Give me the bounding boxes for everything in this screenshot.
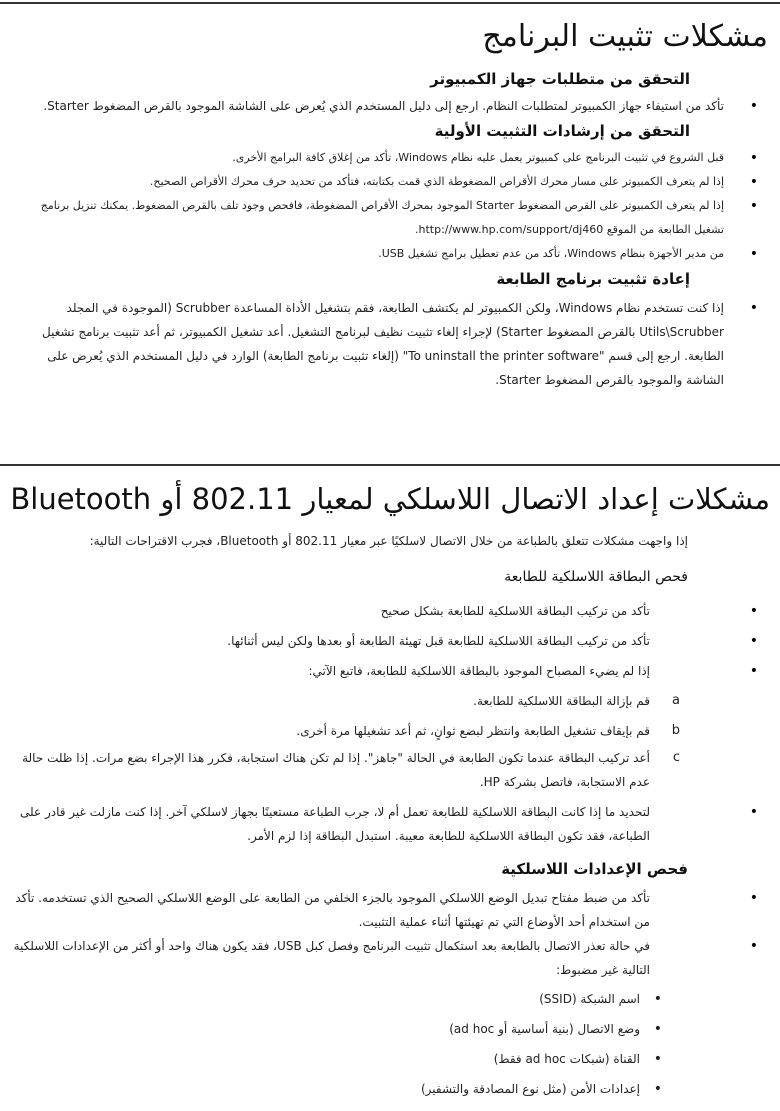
sub-list-item: • القناة (شبكات ad hoc فقط) (0, 1044, 780, 1074)
list-item: • في حالة تعذر الاتصال بالطابعة بعد استكمال تثبيت البرنامج وفصل كبل USB، فقد يكون هناك واحد أو أكثر من الإعدادات اللاسلكية التالية غير مضبوط: (0, 934, 780, 982)
sub-list-item: • وضع الاتصال (بنية أساسية أو ad hoc) (0, 1014, 780, 1044)
step-marker: b (671, 723, 680, 738)
step-text: قم بإيقاف تشغيل الطابعة وانتظر لبضع ثوانٍ، ثم أعد تشغيلها مرة أخرى. (296, 724, 650, 738)
sub-list-item: • اسم الشبكة (SSID) (0, 984, 780, 1014)
list-item: • إذا لم يتعرف الكمبيوتر على القرص المضغوط Starter الموجود بمحرك الأقراص المضغوطة، فافحص وجود تلف بالقرص المضغوط. يمكنك تنزيل برنامج تشغيل الطابعة من الموقع http://www.hp.com/support/dj460. (0, 194, 780, 242)
step-text: أعد تركيب البطاقة عندما تكون الطابعة في الحالة "جاهز". إذا لم تكن هناك استجابة، فكرر هذا الإجراء بضع مرات. إذا ظلت حالة عدم الاستجابة، فاتصل بشركة HP. (22, 751, 650, 789)
wireless-intro-text: إذا واجهت مشكلات تتعلق بالطباعة من خلال الاتصال لاسلكيًا عبر معيار 802.11 أو Bluetooth، فجرب الاقتراحات التالية: (89, 534, 688, 548)
list-item: • لتحديد ما إذا كانت البطاقة اللاسلكية للطابعة تعمل أم لا، جرب الطباعة مستعينًا بجهاز لاسلكي آخر. إذا كنت مازلت غير قادر على الطباعة، فقد تكون البطاقة اللاسلكية للطابعة معيبة. استبدل البطاقة إذا لزم الأمر. (0, 800, 780, 848)
list-wireless-settings-sub (0, 984, 780, 1104)
list-reinstall-software (0, 296, 780, 392)
heading-check-wireless-card: فحص البطاقة اللاسلكية للطابعة (504, 569, 688, 585)
list-install-guidelines (0, 146, 780, 266)
step-item (0, 746, 780, 794)
section-title-installation: مشكلات تثبيت البرنامج (482, 19, 768, 54)
step-marker: a (672, 693, 680, 708)
list-item: • إذا كنت تستخدم نظام Windows، ولكن الكمبيوتر لم يكتشف الطابعة، فقم بتشغيل الأداة المساعدة Scrubber (الموجودة في المجلد Utils\Scrubber بالقرص المضغوط Starter) لإجراء إلغاء تثبيت نظيف لبرنامج التشغيل. أعد تشغيل الكمبيوتر، ثم أعد تثبيت برنامج تشغيل الطابعة. ارجع إلى قسم "To uninstall the printer software" (إلغاء تثبيت برنامج الطابعة) الوارد في دليل المستخدم الذي يُعرض على الشاشة والموجود بالقرص المضغوط Starter. (0, 296, 780, 392)
list-item: • تأكد من تركيب البطاقة اللاسلكية للطابعة بشكل صحيح (0, 596, 780, 626)
list-check-requirements (0, 94, 780, 118)
list-item: • تأكد من استيفاء جهاز الكمبيوتر لمتطلبات النظام. ارجع إلى دليل المستخدم الذي يُعرض على الشاشة الموجود بالقرص المضغوط Starter. (0, 94, 780, 118)
top-rule (0, 2, 780, 4)
list-item: • تأكد من ضبط مفتاح تبديل الوضع اللاسلكي الموجود بالجزء الخلفي من الطابعة على الوضع اللاسلكي الصحيح الذي تستخدمه. تأكد من استخدام أحد الأوضاع التي تم تهيئتها أثناء عملية التثبيت. (0, 886, 780, 934)
list-item: • تأكد من تركيب البطاقة اللاسلكية للطابعة قبل تهيئة الطابعة أو بعدها ولكن ليس أثنائها. (0, 626, 780, 656)
list-item: • إذا لم يضيء المصباح الموجود بالبطاقة اللاسلكية للطابعة، فاتبع الآتي: (0, 656, 780, 686)
list-wireless-settings (0, 886, 780, 982)
list-item: • من مدير الأجهزة بنظام Windows، تأكد من عدم تعطيل برامج تشغيل USB. (0, 242, 780, 266)
list-check-wireless-card (0, 596, 780, 686)
section-title-wireless: مشكلات إعداد الاتصال اللاسلكي لمعيار 802.11 أو Bluetooth (10, 482, 770, 516)
heading-check-requirements: التحقق من متطلبات جهاز الكمبيوتر (430, 70, 690, 88)
heading-check-install-guidelines: التحقق من إرشادات التثبيت الأولية (434, 122, 690, 140)
step-text: قم بإزالة البطاقة اللاسلكية للطابعة. (473, 694, 650, 708)
step-item (0, 716, 780, 746)
list-item: • قبل الشروع في تثبيت البرنامج على كمبيوتر يعمل عليه نظام Windows، تأكد من إغلاق كافة البرامج الأخرى. (0, 146, 780, 170)
list-item: • إذا لم يتعرف الكمبيوتر على مسار محرك الأقراص المضغوطة الذي قمت بكتابته، فتأكد من تحديد حرف محرك الأقراص الصحيح. (0, 170, 780, 194)
section-divider-rule (0, 464, 780, 466)
list-wireless-card-steps (0, 686, 780, 794)
step-marker: c (672, 750, 680, 765)
step-item (0, 686, 780, 716)
heading-reinstall-software: إعادة تثبيت برنامج الطابعة (496, 270, 690, 288)
heading-check-wireless-settings: فحص الإعدادات اللاسلكية (501, 860, 688, 878)
section-installation-problems (0, 14, 780, 392)
list-wireless-card-tail (0, 800, 780, 848)
section-wireless-setup-problems (0, 476, 780, 1104)
sub-list-item: • إعدادات الأمن (مثل نوع المصادقة والتشفير) (0, 1074, 780, 1104)
